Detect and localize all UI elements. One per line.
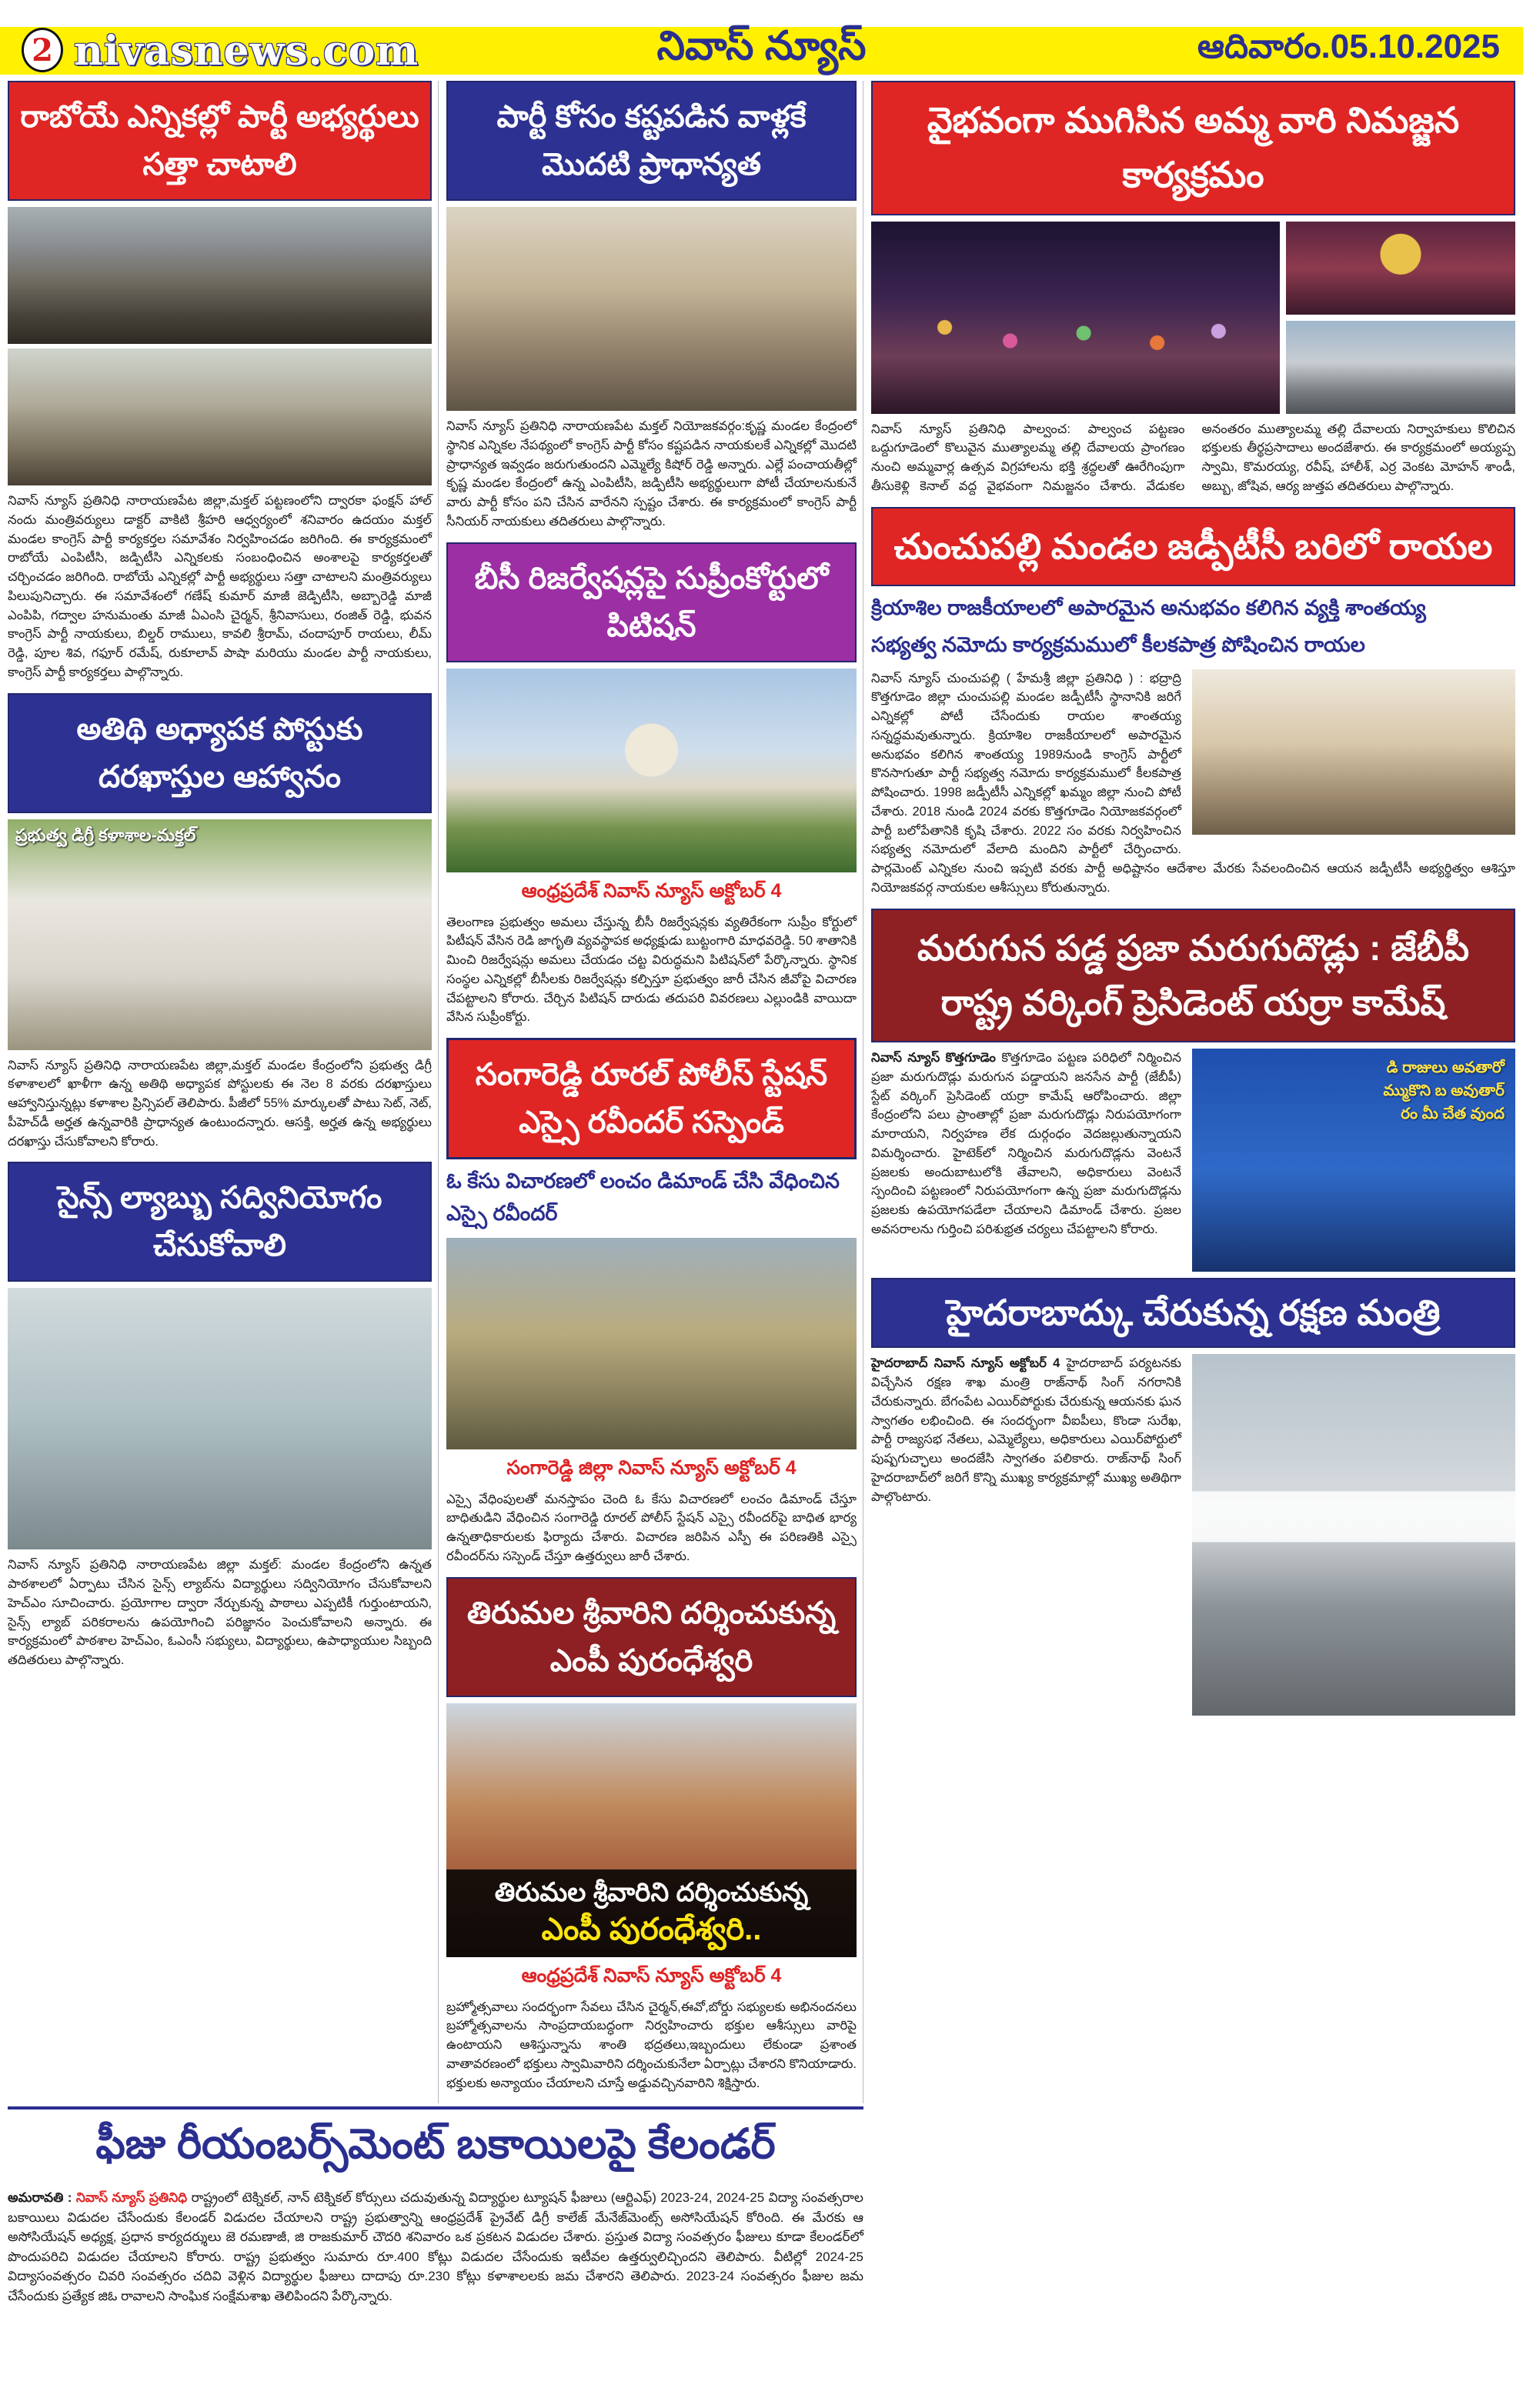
headline-si-suspended[interactable]: సంగారెడ్డి రూరల్ పోలీస్ స్టేషన్ ఎస్సై రవీందర్ సస్పెండ్ <box>446 1038 857 1159</box>
article-text: హైదరాబాద్ పర్యటనకు విచ్చేసిన రక్షణ శాఖ మంత్రి రాజ్‌నాథ్ సింగ్ నగరానికి చేరుకున్నారు. బేగంపేట ఎయిర్‌పోర్టుకు చేరుకున్న ఆయనకు ఘన స్వాగతం లభించింది. ఈ సందర్భంగా వీఐపీలు, కొండా సురేఖ, పార్టీ రాజ్యసభ నేతలు, ఎమ్మెల్యేలు, అధికారులు ఎయిర్‌పోర్టులో పుష్పగుచ్ఛాలు అందజేసి స్వాగతం పలికారు. రాజ్‌నాథ్ సింగ్ హైదరాబాద్‌లో జరిగే కొన్ని ముఖ్య కార్యక్రమాల్లో ముఖ్య అతిథిగా పాల్గొంటారు. <box>871 1356 1182 1504</box>
agency-credit: నివాస్ న్యూస్ ప్రతినిధి <box>75 2190 188 2206</box>
article-body: నివాస్ న్యూస్ ప్రతినిధి నారాయణపేట మక్తల్ నియోజకవర్గం:కృష్ణ మండల కేంద్రంలో స్థానిక ఎన్నికల నేపథ్యంలో కాంగ్రెస్ పార్టీ కోసం కష్టపడిన నాయకులకే ఎన్నికల్లో మొదటి ప్రాధాన్యత ఇవ్వడం జరుగుతుందని ఎమ్మెల్యే కిషోర్ రెడ్డి అన్నారు. ఎల్లే పంచాయతీల్లో కృష్ణ మండల కేంద్రంలో ఉన్న ఎంపిటీసి, జడ్పిటీసి అభ్యర్థులుగా పోటీ చేయాలనుకునే వారు పార్టీ కోసం పని చేసిన వారేనని స్పష్టం చేశారు. ఈ కార్యక్రమంలో కాంగ్రెస్ పార్టీ సీనియర్ నాయకులు తదితరులు పాల్గొన్నారు. <box>446 419 857 529</box>
photo-row-nimajjanam <box>871 222 1515 414</box>
article-body: నివాస్ న్యూస్ ప్రతినిధి పాల్వంచ: పాల్వంచ పట్టణం ఒద్దుగూడెంలో కొలువైన ముత్యాలమ్మ తల్లి దేవాలయ ప్రాంగణం నుంచి అమ్మవార్ల ఉత్సవ విగ్రహాలను భక్తి శ్రద్ధలతో ఊరేగింపుగా తీసుకెళ్లి కెనాల్ వద్ద వైభవంగా నిమజ్జనం చేశారు. వేడుకల అనంతరం ముత్యాలమ్మ తల్లి దేవాలయ నిర్వాహకులు కొలిచిన భక్తులకు తీర్థప్రసాదాలు అందజేశారు. ఈ కార్యక్రమంలో అయ్యప్ప స్వామి, కొమరయ్య, రవీష్, హాలీశ్, ఎర్ర వెంకట మోహన్ శాండీ, అబ్బు, జోషివ, ఆర్య జుత్తప తదితరులు పాల్గొన్నారు. <box>871 422 1515 493</box>
column-middle <box>446 81 863 2103</box>
photo-party-gathering[interactable] <box>1192 669 1515 835</box>
photo-overlay-label: ప్రభుత్వ డిగ్రీ కళాశాల-మక్తల్ <box>15 825 196 845</box>
dateline-city: అమరావతి : <box>8 2190 72 2206</box>
photo-police-officer[interactable] <box>446 1238 857 1449</box>
site-logo[interactable]: nivasnews.com <box>74 27 419 75</box>
photo-degree-college[interactable] <box>8 819 432 1050</box>
article-body <box>8 2188 863 2306</box>
headline-party-candidates[interactable]: రాబోయే ఎన్నికల్లో పార్టీ అభ్యర్థులు సత్తా చాటాలి <box>8 81 432 201</box>
article-body: బ్రహ్మోత్సవాలు సందర్భంగా సేవలు చేసిన చైర్మన్,ఈవో,బోర్డు సభ్యులకు అభినందనలు బ్రహ్మోత్సవాలను సాంప్రదాయబద్ధంగా నిర్వహించారు భక్తుల ఆశీస్సులు వారిపై ఉంటాయని ఆశిస్తున్నాను శాంతి భద్రతలు,ఇబ్బందులు లేకుండా ప్రశాంత వాతావరణంలో భక్తులు స్వామివారిని దర్శించుకునేలా ఏర్పాట్లు చేశారని కొనియాడారు. భక్తులకు అన్యాయం చేయాలని చూస్తే అడ్డువచ్చినవారిని శిక్షిస్తారు. <box>446 1999 857 2090</box>
article-body: నివాస్ న్యూస్ ప్రతినిధి నారాయణపేట జిల్లా మక్తల్: మండల కేంద్రంలోని ఉన్నత పాఠశాలలో ఏర్పాటు చేసిన సైన్స్ ల్యాబ్‌ను విద్యార్థులు సద్వినియోగం చేసుకోవాలని హెచ్‌ఎం సూచించారు. ప్రయోగాల ద్వారా నేర్చుకున్న పాఠాలు ఎప్పటికీ గుర్తుంటాయని, సైన్స్ ల్యాబ్ పరికరాలను ఉపయోగించి పరిజ్ఞానం పెంచుకోవాలని అన్నారు. ఈ కార్యక్రమంలో పాఠశాల హెచ్ఎం, ఓఎంసీ సభ్యులు, విద్యార్థులు, ఉపాధ్యాయుల సిబ్బంది తదితరులు పాల్గొన్నారు. <box>8 1558 432 1667</box>
article-body: నివాస్ న్యూస్ ప్రతినిధి నారాయణపేట జిల్లా,మక్తల్ పట్టణంలోని ద్వారకా ఫంక్షన్ హాల్ నందు మంత్రివర్యులు డాక్టర్ వాకిటి శ్రీహరి ఆధ్వర్యంలో శనివారం ఉదయం మక్తల్ మండల కాంగ్రెస్ పార్టీ కార్యకర్తల సమావేశం నిర్వహించడం జరిగింది. ఈ కార్యక్రమంలో రాబోయే ఎంపిటీసి, జడ్పిటీసి ఎన్నికలకు సంబంధించిన అంశాలపై కార్యకర్తలతో చర్చించడం జరిగింది. రాబోయే ఎన్నికల్లో పార్టీ అభ్యర్థులు సత్తా చాటాలని మంత్రివర్యులు పిలుపునిచ్చారు. ఈ సమావేశంలో గణేష్ కుమార్ మాజీ జెడ్పిటీసి, అబ్బారెడ్డి మాజీ ఎంపిపి, గద్వాల హనుమంతు మాజీ ఏఎంసి చైర్మన్, శ్రీనివాసులు, రంజిత్ రెడ్డి, భువన కాంగ్రెస్ పార్టీ నాయకులు, బిల్డర్ రాములు, కావలి శ్రీరామ్, చందాపూర్ రాయలు, లీమ్ రెడ్డి, పూల శివ, గఫూర్ రమేష్, రుకూలావ్ పాషా మరియు మండల పార్టీ నాయకులు, కాంగ్రెస్ పార్టీ కార్యకర్తలు పాల్గొన్నారు. <box>8 494 432 679</box>
masthead-date: ఆదివారం.05.10.2025 <box>1197 27 1500 65</box>
article-body: తెలంగాణ ప్రభుత్వం అమలు చేస్తున్న బీసీ రిజర్వేషన్లకు వ్యతిరేకంగా సుప్రీం కోర్టులో పిటీషన్ వేసిన రెడి జాగృతి వ్యవస్థాపక అధ్యక్షుడు బుట్టంగారి మాధవరెడ్డి. 50 శాతానికి మించి రిజర్వేషన్లు అమలు చేయడం చట్ట విరుద్ధమని పిటిషన్‌లో పేర్కొన్నారు. స్థానిక సంస్థల ఎన్నికల్లో బీసీలకు రిజర్వేషన్లు కల్పిస్తూ ప్రభుత్వం జారీ చేసిన జీవోపై విచారణ చేపట్టాలని కోరారు. చేర్చిన పిటిషన్ దారుడు తదుపరి వివరణలు ఎల్లుండికి వాయిదా వేసిన సుప్రీంకోర్టు. <box>446 915 857 1025</box>
caption-line2: ఎంపీ పురంధేశ్వరి.. <box>541 1912 762 1946</box>
article-public-toilets <box>871 1049 1515 1278</box>
backdrop-text-line3: రం మీ చేత వుంద <box>1401 1106 1505 1123</box>
dateline: సంగారెడ్డి జిల్లా నివాస్ న్యూస్ అక్టోబర్ 4 <box>506 1456 797 1479</box>
column-left <box>8 81 439 2103</box>
photo-tirumala-darshan[interactable] <box>446 1703 857 1957</box>
headline-defence-minister[interactable]: హైదరాబాద్కు చేరుకున్న రక్షణ మంత్రి <box>871 1278 1515 1348</box>
headline-public-toilets[interactable]: మరుగున పడ్డ ప్రజా మరుగుదొడ్లు : జేబీపీ రాష్ట్ర వర్కింగ్ ప్రెసిడెంట్ యర్రా కామేష్ <box>871 909 1515 1043</box>
article-text: రాష్ట్రంలో టెక్నికల్, నాన్ టెక్నికల్ కోర్సులు చదువుతున్న విద్యార్థుల ట్యూషన్ ఫీజులు (ఆర్టిఎఫ్) 2023-24, 2024-25 విద్యా సంవత్సరాల బకాయిలు విడుదల చేసేందుకు కేలండర్ విడుదల చేయాలని రాష్ట్ర ప్రభుత్వాన్ని ఆంధ్రప్రదేశ్ ప్రైవేట్ డిగ్రీ కాలేజ్ మేనేజ్‌మెంట్స్ అసోసియేషన్ కోరింది. ఈ మేరకు ఆ అసోసియేషన్ అధ్యక్ష, ప్రధాన కార్యదర్శులు జె రమణాజీ, జి రాజకుమార్ చౌదరి శనివారం ఒక ప్రకటన విడుదల చేశారు. ప్రస్తుత విద్యా సంవత్సరం ఫీజులు కూడా కేలండర్‌లో పొందుపరిచి విడుదల చేయాలని కోరారు. రాష్ట్ర ప్రభుత్వం సుమారు రూ.400 కోట్లు విడుదల చేసేందుకు ఇటీవల ఉత్తర్వులిచ్చిందని తెలిపారు. వీటిల్లో 2024-25 విద్యాసంవత్సరం చివరి సంవత్సరం చదివి వెళ్లిన విద్యార్థుల ఫీజులు దాదాపు రూ.230 కోట్లు కళాశాలలకు జమ చేశారని తెలిపారు. 2023-24 సంవత్సరం ఫీజుల జమ చేసేందుకు ప్రత్యేక జిఓ రావాలని సాంఘిక సంక్షేమశాఖ తెలిపిందని పేర్కొన్నారు. <box>8 2190 863 2303</box>
headline-zptc-rayala[interactable]: చుంచుపల్లి మండల జడ్పీటీసీ బరిలో రాయల <box>871 507 1515 586</box>
masthead-left <box>0 28 493 75</box>
photo-jsp-leader-speech[interactable] <box>1192 1049 1515 1272</box>
headline-amma-nimajjanam[interactable]: వైభవంగా ముగిసిన అమ్మ వారి నిమజ్జన కార్యక్రమం <box>871 81 1515 215</box>
subheadline: ఓ కేసు విచారణలో లంచం డిమాండ్ చేసి వేధించిన ఎస్సై రవీందర్ <box>446 1169 840 1225</box>
headline-tirumala-mp[interactable]: తిరుమల శ్రీవారిని దర్శించుకున్న ఎంపీ పురంధేశ్వరి <box>446 1577 857 1697</box>
headline-party-priority[interactable]: పార్టీ కోసం కష్టపడిన వాళ్లకే మొదటి ప్రాధాన్యత <box>446 81 857 201</box>
photo-caption-band <box>446 1869 857 1957</box>
edition-badge: 2 <box>22 28 63 72</box>
masthead-bar <box>0 23 1523 75</box>
photo-airport-welcome[interactable] <box>1192 1354 1515 1716</box>
backdrop-text-line2: మ్ముకొని బ అవుతార్ <box>1383 1082 1505 1100</box>
masthead-title: నివాస్ న్యూస్ <box>656 23 867 68</box>
article-body: ఎస్సై వేధింపులతో మనస్తాపం చెంది ఓ కేసు విచారణలో లంచం డిమాండ్ చేస్తూ బాధితుడిని వేధించిన సంగారెడ్డి రూరల్ పోలీస్ స్టేషన్ ఎస్సై రవీందర్‌పై బాధిత భార్య ఉన్నతాధికారులకు ఫిర్యాదు చేశారు. విచారణ జరిపిన ఎస్పీ ఈ పరిణతికి ఎస్సై రవీందర్‌ను సస్పెండ్ చేస్తూ ఉత్తర్వులు జారీ చేశారు. <box>446 1492 857 1563</box>
dateline-lead: నివాస్ న్యూస్ కొత్తగూడెం <box>871 1051 996 1066</box>
caption-line1: తిరుమల శ్రీవారిని దర్శించుకున్న <box>494 1877 809 1907</box>
headline-science-lab[interactable]: సైన్స్ ల్యాబ్బు సద్వినియోగం చేసుకోవాలి <box>8 1162 432 1282</box>
article-body: నివాస్ న్యూస్ చుంచుపల్లి ( హేమశ్రీ జిల్లా ప్రతినిధి ) : భద్రాద్రి కొత్తగూడెం జిల్లా చుంచుపల్లి మండల జడ్పీటీసీ స్థానానికి జరిగే ఎన్నికల్లో పోటీ చేసేందుకు రాయల శాంతయ్య సన్నద్ధమవుతున్నారు. క్రియాశిల రాజకీయాలలో అపారమైన అనుభవం కలిగిన శాంతయ్య 1989నుండి కాంగ్రెస్ పార్టీలో కొనసాగుతూ పార్టీ సభ్యత్వ నమోదు కార్యక్రమములో కీలకపాత్ర పోషించారు. 1998 జడ్పీటీసీ ఎన్నికల్లో ఖమ్మం జిల్లా నుంచి పోటీ చేశారు. 2018 నుండి 2024 వరకు కొత్తగూడెం నియోజకవర్గంలో పార్టీ బలోపేతానికి కృషి చేశారు. 2022 సం వరకు నిర్వహించిన సభ్యత్వ నమోదులో వేలాది మందిని పార్టీలో చేర్పించారు. పార్లమెంట్ ఎన్నికల నుంచి ఇప్పటి వరకు పార్టీ అధిష్టానం ఆదేశాల మేరకు సేవలందించిన ఆయన జడ్పీటీసీ అభ్యర్థిత్వం ఆశిస్తూ నియోజకవర్గ నాయకుల ఆశీస్సులు కోరుతున్నారు. <box>871 671 1515 895</box>
photo-outdoor-meeting[interactable] <box>446 207 857 411</box>
backdrop-text-line1: డి రాజులు అవతారో <box>1386 1059 1505 1077</box>
headline-fee-calendar[interactable]: ఫీజు రీయంబర్స్‌మెంట్ బకాయిలపై కేలండర్ <box>95 2121 776 2168</box>
headline-bc-reservation-petition[interactable]: బీసీ రిజర్వేషన్లపై సుప్రీంకోర్టులో పిటిషన్ <box>446 542 857 662</box>
photo-night-procession[interactable] <box>871 222 1280 414</box>
photo-supreme-court[interactable] <box>446 669 857 872</box>
headline-guest-lecturer[interactable]: అతిథి అధ్యాపక పోస్టుకు దరఖాస్తుల ఆహ్వానం <box>8 693 432 813</box>
article-zptc-rayala <box>871 669 1515 909</box>
photo-goddess-idol[interactable] <box>1286 222 1515 315</box>
dateline: ఆంధ్రప్రదేశ్ నివాస్ న్యూస్ అక్టోబర్ 4 <box>521 1964 782 1986</box>
photo-meeting-crowd[interactable] <box>8 207 432 344</box>
photo-idol-truck[interactable] <box>1286 321 1515 414</box>
dateline: ఆంధ్రప్రదేశ్ నివాస్ న్యూస్ అక్టోబర్ 4 <box>521 879 782 902</box>
subheadline: సభ్యత్వ నమోదు కార్యక్రమములో కీలకపాత్ర పోషించిన రాయల <box>871 632 1365 656</box>
article-text: కొత్తగూడెం పట్టణ పరిధిలో నిర్మించిన ప్రజా మరుగుదొడ్లు మరుగున పడ్డాయని జనసేన పార్టీ (జేబీపీ) స్టేట్ వర్కింగ్ ప్రెసిడెంట్ యర్రా కామేష్ ఆరోపించారు. జిల్లా కేంద్రంలోని పలు ప్రాంతాల్లో ప్రజా మరుగుదొడ్లు నిరుపయోగంగా మారాయని, నిర్వహణ లేక దుర్గంధం వెదజల్లుతున్నాయని విమర్శించారు. హైటెక్‌లో నిర్మించిన మరుగుదొడ్లను వెంటనే ప్రజలకు అందుబాటులోకి తేవాలని, అధికారులు వెంటనే స్పందించి పట్టణంలో నిరుపయోగంగా ఉన్న ప్రజా మరుగుదొడ్లను ప్రజలకు ఉపయోగపడేలా చేయాలని డిమాండ్ చేశారు. ప్రజల అవసరాలను గుర్తించి పరిశుభ్రత చర్యలు చేపట్టాలని కోరారు. <box>871 1051 1181 1236</box>
article-defence-minister <box>871 1354 1515 1722</box>
photo-science-lab[interactable] <box>8 1288 432 1549</box>
article-body: నివాస్ న్యూస్ ప్రతినిధి నారాయణపేట జిల్లా,మక్తల్ మండల కేంద్రంలోని ప్రభుత్వ డిగ్రీ కళాశాలలో ఖాళీగా ఉన్న అతిథి అధ్యాపక పోస్టులకు ఈ నెల 8 వరకు దరఖాస్తులు ఆహ్వానిస్తున్నట్లు కళాశాల ప్రిన్సిపల్ తెలిపారు. పీజీలో 55% మార్కులతో పాటు సెట్, నెట్, పీహెచ్‌డీ అర్హత ఉన్నవారికి ప్రాధాన్యత ఉంటుందన్నారు. ఆసక్తి, అర్హత ఉన్న అభ్యర్థులు దరఖాస్తు చేసుకోవాలని కోరారు. <box>8 1058 432 1149</box>
dateline-lead: హైదరాబాద్ నివాస్ న్యూస్ అక్టోబర్ 4 <box>871 1356 1060 1371</box>
subheadline: క్రియాశిల రాజకీయాలలో అపారమైన అనుభవం కలిగిన వ్యక్తి శాంతయ్య <box>871 595 1426 619</box>
article-fee-reimbursement <box>8 2106 863 2306</box>
photo-minister-speaking[interactable] <box>8 349 432 485</box>
column-right <box>871 81 1515 2316</box>
